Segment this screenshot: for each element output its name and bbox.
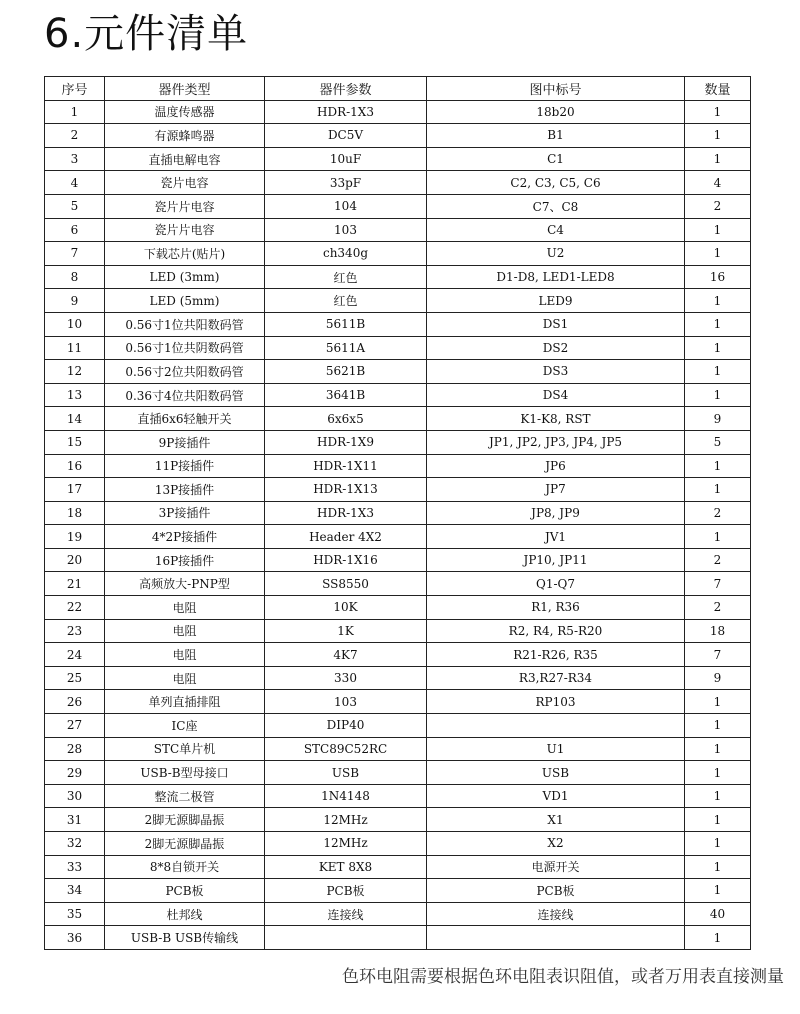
cell-qty: 16 [685, 265, 751, 289]
cell-index: 17 [45, 478, 105, 502]
cell-qty: 1 [685, 761, 751, 785]
table-row [45, 194, 751, 218]
table-row [45, 383, 751, 407]
cell-param: 103 [265, 690, 427, 714]
table-row [45, 289, 751, 313]
cell-type: 电阻 [105, 643, 265, 667]
table-row [45, 666, 751, 690]
table-row [45, 100, 751, 124]
cell-type: USB-B型母接口 [105, 761, 265, 785]
cell-label: Q1-Q7 [427, 572, 685, 596]
cell-index: 33 [45, 855, 105, 879]
cell-type: 13P接插件 [105, 478, 265, 502]
table-row [45, 430, 751, 454]
cell-param: HDR-1X11 [265, 454, 427, 478]
table-row [45, 147, 751, 171]
cell-type: 瓷片电容 [105, 171, 265, 195]
cell-index: 24 [45, 643, 105, 667]
cell-qty: 1 [685, 737, 751, 761]
table-row [45, 242, 751, 266]
cell-label: X2 [427, 832, 685, 856]
cell-index: 29 [45, 761, 105, 785]
cell-qty: 1 [685, 454, 751, 478]
table-row [45, 478, 751, 502]
table-row [45, 737, 751, 761]
cell-type: 8*8自锁开关 [105, 855, 265, 879]
cell-type: 0.56寸2位共阳数码管 [105, 360, 265, 384]
cell-index: 28 [45, 737, 105, 761]
cell-type: 4*2P接插件 [105, 525, 265, 549]
cell-index: 32 [45, 832, 105, 856]
cell-qty: 18 [685, 619, 751, 643]
cell-type: 单列直插排阻 [105, 690, 265, 714]
cell-qty: 1 [685, 360, 751, 384]
cell-param: 红色 [265, 289, 427, 313]
cell-param: 1N4148 [265, 784, 427, 808]
cell-param: 3641B [265, 383, 427, 407]
cell-type: 直插6x6轻触开关 [105, 407, 265, 431]
cell-qty: 1 [685, 383, 751, 407]
cell-type: 电阻 [105, 619, 265, 643]
cell-index: 5 [45, 194, 105, 218]
table-row [45, 312, 751, 336]
cell-param: HDR-1X3 [265, 100, 427, 124]
cell-qty: 9 [685, 666, 751, 690]
table-row [45, 879, 751, 903]
table-row [45, 784, 751, 808]
cell-type: 高频放大-PNP型 [105, 572, 265, 596]
cell-label: D1-D8, LED1-LED8 [427, 265, 685, 289]
cell-qty: 40 [685, 902, 751, 926]
cell-qty: 1 [685, 926, 751, 950]
table-row [45, 619, 751, 643]
cell-type: 杜邦线 [105, 902, 265, 926]
cell-label: U1 [427, 737, 685, 761]
cell-index: 30 [45, 784, 105, 808]
cell-type: 整流二极管 [105, 784, 265, 808]
cell-label: DS1 [427, 312, 685, 336]
table-row [45, 454, 751, 478]
cell-label: JP7 [427, 478, 685, 502]
cell-index: 11 [45, 336, 105, 360]
cell-qty: 4 [685, 171, 751, 195]
table-row [45, 643, 751, 667]
cell-type: 0.56寸1位共阳数码管 [105, 312, 265, 336]
cell-param: 12MHz [265, 832, 427, 856]
cell-qty: 2 [685, 596, 751, 620]
cell-index: 1 [45, 100, 105, 124]
table-row [45, 265, 751, 289]
cell-label: JP10, JP11 [427, 548, 685, 572]
cell-label: C1 [427, 147, 685, 171]
cell-qty: 1 [685, 784, 751, 808]
cell-param: HDR-1X9 [265, 430, 427, 454]
table-row [45, 690, 751, 714]
cell-param: STC89C52RC [265, 737, 427, 761]
cell-type: 2脚无源脚晶振 [105, 832, 265, 856]
cell-type: LED (5mm) [105, 289, 265, 313]
cell-label [427, 926, 685, 950]
cell-type: 11P接插件 [105, 454, 265, 478]
cell-label: C2, C3, C5, C6 [427, 171, 685, 195]
cell-index: 34 [45, 879, 105, 903]
cell-index: 27 [45, 714, 105, 738]
table-row [45, 572, 751, 596]
cell-label: 连接线 [427, 902, 685, 926]
table-body [45, 100, 751, 949]
cell-param: USB [265, 761, 427, 785]
cell-qty: 1 [685, 100, 751, 124]
table-row [45, 360, 751, 384]
cell-index: 18 [45, 501, 105, 525]
cell-label: R3,R27-R34 [427, 666, 685, 690]
cell-label: R21-R26, R35 [427, 643, 685, 667]
cell-label: RP103 [427, 690, 685, 714]
cell-label: C4 [427, 218, 685, 242]
cell-label: X1 [427, 808, 685, 832]
cell-type: USB-B USB传输线 [105, 926, 265, 950]
cell-index: 14 [45, 407, 105, 431]
cell-type: 下载芯片(贴片) [105, 242, 265, 266]
cell-param: 104 [265, 194, 427, 218]
cell-type: 16P接插件 [105, 548, 265, 572]
cell-qty: 1 [685, 690, 751, 714]
header-qty: 数量 [685, 77, 751, 101]
cell-index: 15 [45, 430, 105, 454]
cell-type: LED (3mm) [105, 265, 265, 289]
cell-param: HDR-1X3 [265, 501, 427, 525]
cell-param: 连接线 [265, 902, 427, 926]
cell-qty: 7 [685, 572, 751, 596]
cell-type: 瓷片片电容 [105, 218, 265, 242]
cell-qty: 1 [685, 879, 751, 903]
cell-label: 电源开关 [427, 855, 685, 879]
cell-qty: 9 [685, 407, 751, 431]
cell-label: DS2 [427, 336, 685, 360]
table-row [45, 808, 751, 832]
cell-index: 20 [45, 548, 105, 572]
cell-index: 21 [45, 572, 105, 596]
header-index: 序号 [45, 77, 105, 101]
cell-index: 36 [45, 926, 105, 950]
cell-qty: 2 [685, 548, 751, 572]
cell-qty: 1 [685, 808, 751, 832]
table-row [45, 407, 751, 431]
cell-type: IC座 [105, 714, 265, 738]
cell-index: 9 [45, 289, 105, 313]
cell-qty: 7 [685, 643, 751, 667]
header-label: 图中标号 [427, 77, 685, 101]
cell-label: K1-K8, RST [427, 407, 685, 431]
cell-param: PCB板 [265, 879, 427, 903]
cell-param: 5611A [265, 336, 427, 360]
cell-qty: 1 [685, 289, 751, 313]
component-list-table [44, 76, 751, 950]
table-row [45, 855, 751, 879]
cell-qty: 1 [685, 147, 751, 171]
cell-label [427, 714, 685, 738]
cell-type: 电阻 [105, 666, 265, 690]
cell-index: 25 [45, 666, 105, 690]
table-row [45, 336, 751, 360]
table-row [45, 714, 751, 738]
cell-label: VD1 [427, 784, 685, 808]
cell-param: 10K [265, 596, 427, 620]
cell-param: 33pF [265, 171, 427, 195]
cell-index: 4 [45, 171, 105, 195]
cell-index: 26 [45, 690, 105, 714]
page-title: 6.元件清单 [44, 11, 249, 57]
table-row [45, 902, 751, 926]
table-row [45, 501, 751, 525]
cell-qty: 1 [685, 832, 751, 856]
cell-type: 0.36寸4位共阳数码管 [105, 383, 265, 407]
cell-type: PCB板 [105, 879, 265, 903]
cell-qty: 1 [685, 336, 751, 360]
cell-param: HDR-1X16 [265, 548, 427, 572]
table-row [45, 124, 751, 148]
cell-param: 6x6x5 [265, 407, 427, 431]
cell-param: 1K [265, 619, 427, 643]
cell-label: R2, R4, R5-R20 [427, 619, 685, 643]
cell-label: JV1 [427, 525, 685, 549]
cell-index: 8 [45, 265, 105, 289]
cell-param: 5621B [265, 360, 427, 384]
cell-type: 2脚无源脚晶振 [105, 808, 265, 832]
cell-index: 10 [45, 312, 105, 336]
cell-param: 103 [265, 218, 427, 242]
header-param: 器件参数 [265, 77, 427, 101]
cell-qty: 1 [685, 478, 751, 502]
cell-param: DIP40 [265, 714, 427, 738]
cell-label: 18b20 [427, 100, 685, 124]
table-row [45, 596, 751, 620]
cell-qty: 1 [685, 218, 751, 242]
cell-param: 10uF [265, 147, 427, 171]
cell-index: 35 [45, 902, 105, 926]
cell-label: JP1, JP2, JP3, JP4, JP5 [427, 430, 685, 454]
cell-qty: 1 [685, 124, 751, 148]
cell-type: 9P接插件 [105, 430, 265, 454]
cell-index: 3 [45, 147, 105, 171]
cell-param: 4K7 [265, 643, 427, 667]
cell-type: 电阻 [105, 596, 265, 620]
header-type: 器件类型 [105, 77, 265, 101]
cell-param: Header 4X2 [265, 525, 427, 549]
cell-param: 12MHz [265, 808, 427, 832]
cell-qty: 1 [685, 525, 751, 549]
cell-label: DS3 [427, 360, 685, 384]
table-row [45, 548, 751, 572]
cell-label: DS4 [427, 383, 685, 407]
cell-label: LED9 [427, 289, 685, 313]
table-row [45, 218, 751, 242]
cell-label: C7、C8 [427, 194, 685, 218]
cell-index: 22 [45, 596, 105, 620]
cell-index: 19 [45, 525, 105, 549]
cell-qty: 1 [685, 242, 751, 266]
table-row [45, 832, 751, 856]
table-row [45, 761, 751, 785]
table-header-row [45, 77, 751, 101]
cell-param: HDR-1X13 [265, 478, 427, 502]
cell-param: SS8550 [265, 572, 427, 596]
cell-type: 瓷片片电容 [105, 194, 265, 218]
cell-qty: 2 [685, 194, 751, 218]
footnote: 色环电阻需要根据色环电阻表识阻值，或者万用表直接测量 [342, 967, 784, 987]
cell-qty: 1 [685, 855, 751, 879]
cell-label: U2 [427, 242, 685, 266]
table-row [45, 926, 751, 950]
cell-qty: 1 [685, 714, 751, 738]
cell-param: 5611B [265, 312, 427, 336]
cell-index: 23 [45, 619, 105, 643]
cell-param: ch340g [265, 242, 427, 266]
cell-param: DC5V [265, 124, 427, 148]
cell-index: 12 [45, 360, 105, 384]
cell-index: 16 [45, 454, 105, 478]
cell-qty: 2 [685, 501, 751, 525]
cell-type: 直插电解电容 [105, 147, 265, 171]
cell-param: 红色 [265, 265, 427, 289]
cell-label: JP8, JP9 [427, 501, 685, 525]
cell-label: USB [427, 761, 685, 785]
cell-type: 温度传感器 [105, 100, 265, 124]
cell-type: STC单片机 [105, 737, 265, 761]
cell-label: JP6 [427, 454, 685, 478]
cell-param [265, 926, 427, 950]
cell-type: 有源蜂鸣器 [105, 124, 265, 148]
cell-index: 6 [45, 218, 105, 242]
cell-param: 330 [265, 666, 427, 690]
cell-index: 2 [45, 124, 105, 148]
table-row [45, 525, 751, 549]
table-row [45, 171, 751, 195]
cell-label: B1 [427, 124, 685, 148]
cell-label: R1, R36 [427, 596, 685, 620]
cell-index: 31 [45, 808, 105, 832]
cell-qty: 1 [685, 312, 751, 336]
cell-type: 3P接插件 [105, 501, 265, 525]
cell-index: 7 [45, 242, 105, 266]
cell-type: 0.56寸1位共阴数码管 [105, 336, 265, 360]
cell-index: 13 [45, 383, 105, 407]
cell-label: PCB板 [427, 879, 685, 903]
cell-qty: 5 [685, 430, 751, 454]
cell-param: KET 8X8 [265, 855, 427, 879]
